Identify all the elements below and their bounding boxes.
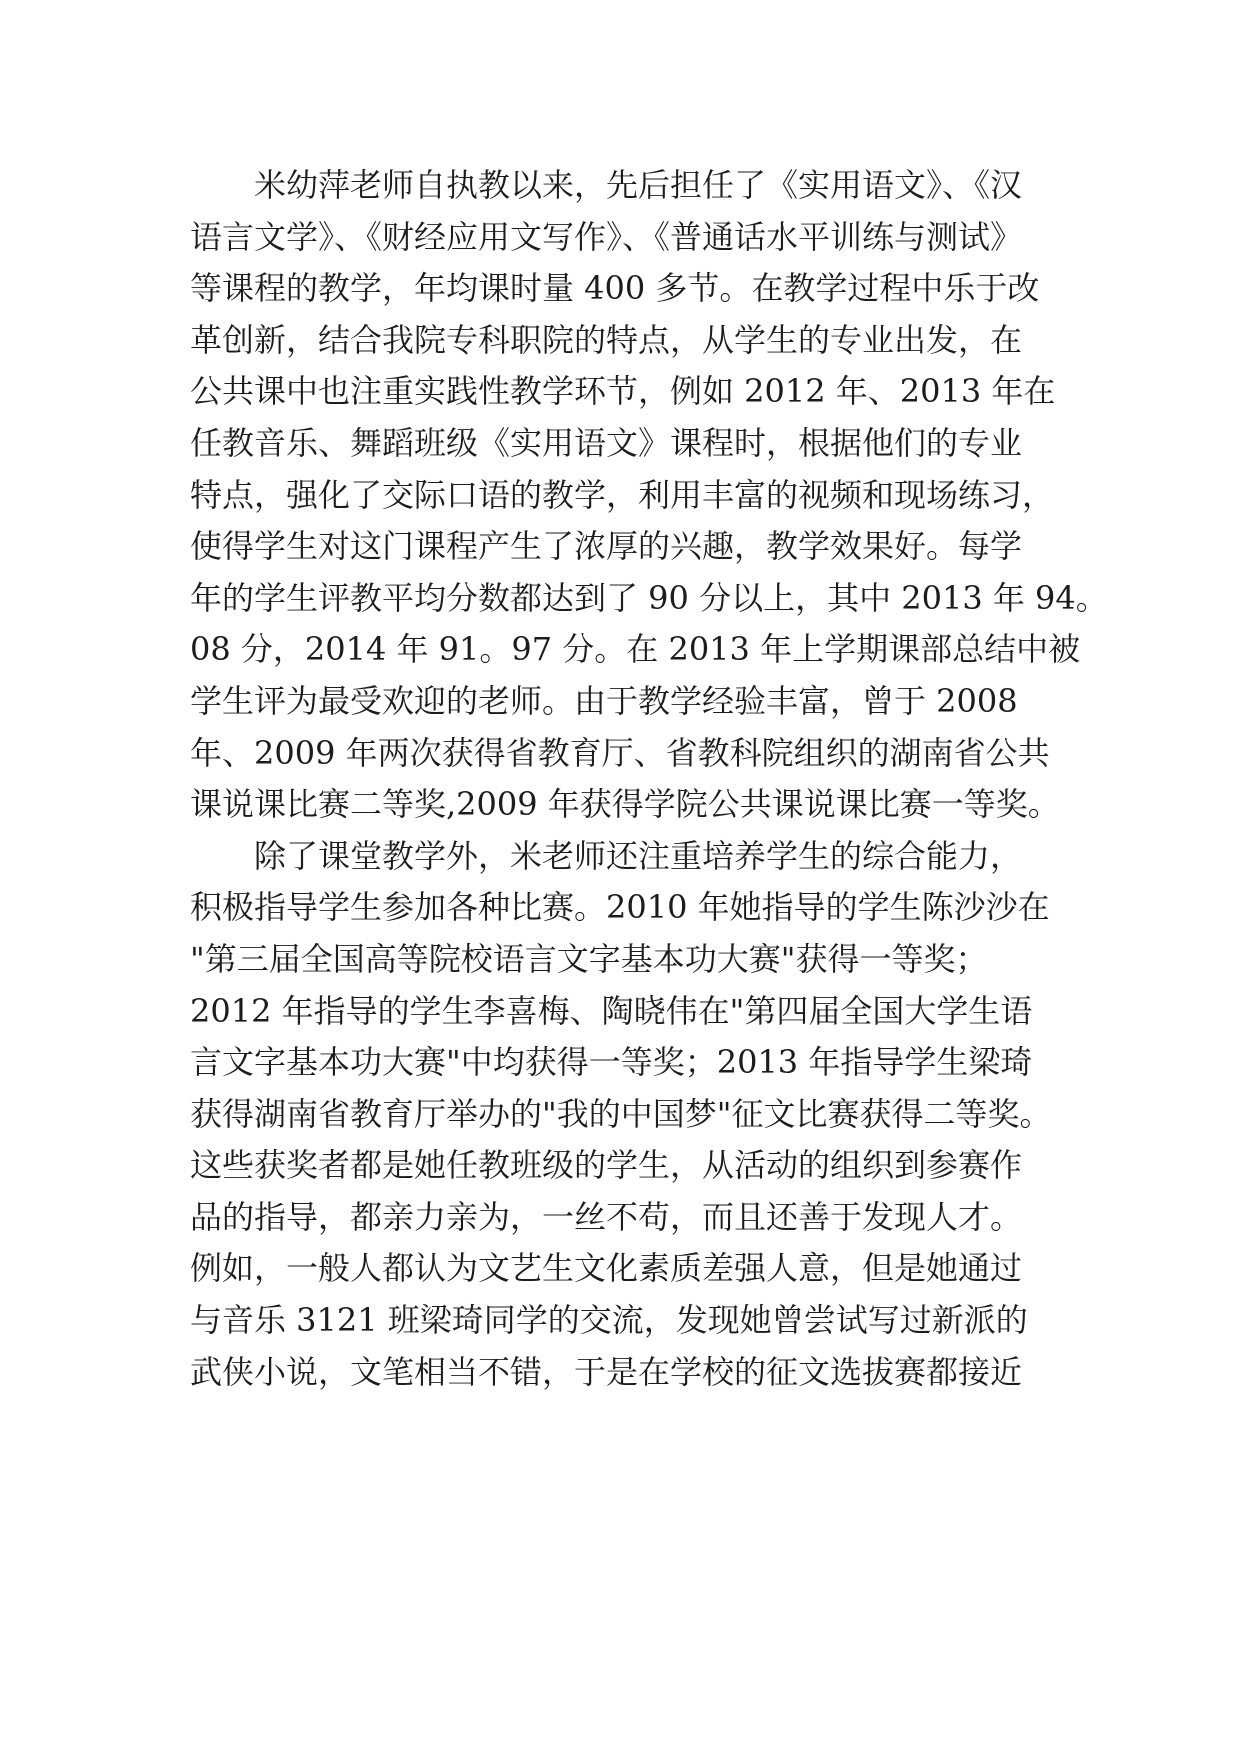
body-text <box>190 160 1108 1398</box>
paragraph-1-line: 特点，强化了交际口语的教学，利用丰富的视频和现场练习， <box>190 475 1055 514</box>
paragraph-1-line: 学生评为最受欢迎的老师。由于教学经验丰富，曾于 2008 <box>190 681 1018 720</box>
paragraph-2-line: 获得湖南省教育厅举办的"我的中国梦"征文比赛获得二等奖。 <box>190 1094 1052 1133</box>
paragraph-2-line: 除了课堂教学外，米老师还注重培养学生的综合能力， <box>254 836 1023 875</box>
paragraph-1-line: 年、2009 年两次获得省教育厅、省教科院组织的湖南省公共 <box>190 733 1050 772</box>
paragraph-2-line: 积极指导学生参加各种比赛。2010 年她指导的学生陈沙沙在 <box>190 888 1050 927</box>
paragraph-2-line: 这些获奖者都是她任教班级的学生，从活动的组织到参赛作 <box>190 1146 1023 1185</box>
paragraph-2-line: "第三届全国高等院校语言文字基本功大赛"获得一等奖； <box>190 939 988 978</box>
paragraph-1-line: 课说课比赛二等奖,2009 年获得学院公共课说课比赛一等奖。 <box>190 785 1060 824</box>
paragraph-2-line: 例如，一般人都认为文艺生文化素质差强人意，但是她通过 <box>190 1249 1023 1288</box>
paragraph-1-line: 语言文学》、《财经应用文写作》、《普通话水平训练与测试》 <box>190 217 1023 256</box>
paragraph-2-line: 品的指导，都亲力亲为，一丝不苟，而且还善于发现人才。 <box>190 1197 1023 1236</box>
paragraph-1-line: 米幼萍老师自执教以来，先后担任了《实用语文》、《汉 <box>254 166 1023 204</box>
paragraph-1-line: 使得学生对这门课程产生了浓厚的兴趣，教学效果好。每学 <box>190 527 1023 566</box>
paragraph-1-line: 08 分，2014 年 91。97 分。在 2013 年上学期课部总结中被 <box>190 630 1081 669</box>
paragraph-1-line: 任教音乐、舞蹈班级《实用语文》课程时，根据他们的专业 <box>190 423 1023 462</box>
paragraph-2-line: 2012 年指导的学生李喜梅、陶晓伟在"第四届全国大学生语 <box>190 991 1033 1030</box>
paragraph-1-line: 等课程的教学，年均课时量 400 多节。在教学过程中乐于改 <box>190 269 1040 308</box>
paragraph-1-line: 革创新，结合我院专科职院的特点，从学生的专业出发，在 <box>190 320 1023 359</box>
paragraph-2-line: 与音乐 3121 班梁琦同学的交流，发现她曾尝试写过新派的 <box>190 1301 1028 1340</box>
paragraph-1-line: 公共课中也注重实践性教学环节，例如 2012 年、2013 年在 <box>190 372 1056 411</box>
paragraph-2-line: 言文字基本功大赛"中均获得一等奖；2013 年指导学生梁琦 <box>190 1043 1033 1082</box>
paragraph-2-line: 武侠小说，文笔相当不错，于是在学校的征文选拔赛都接近 <box>190 1352 1023 1391</box>
paragraph-1-line: 年的学生评教平均分数都达到了 90 分以上，其中 2013 年 94。 <box>190 578 1108 617</box>
